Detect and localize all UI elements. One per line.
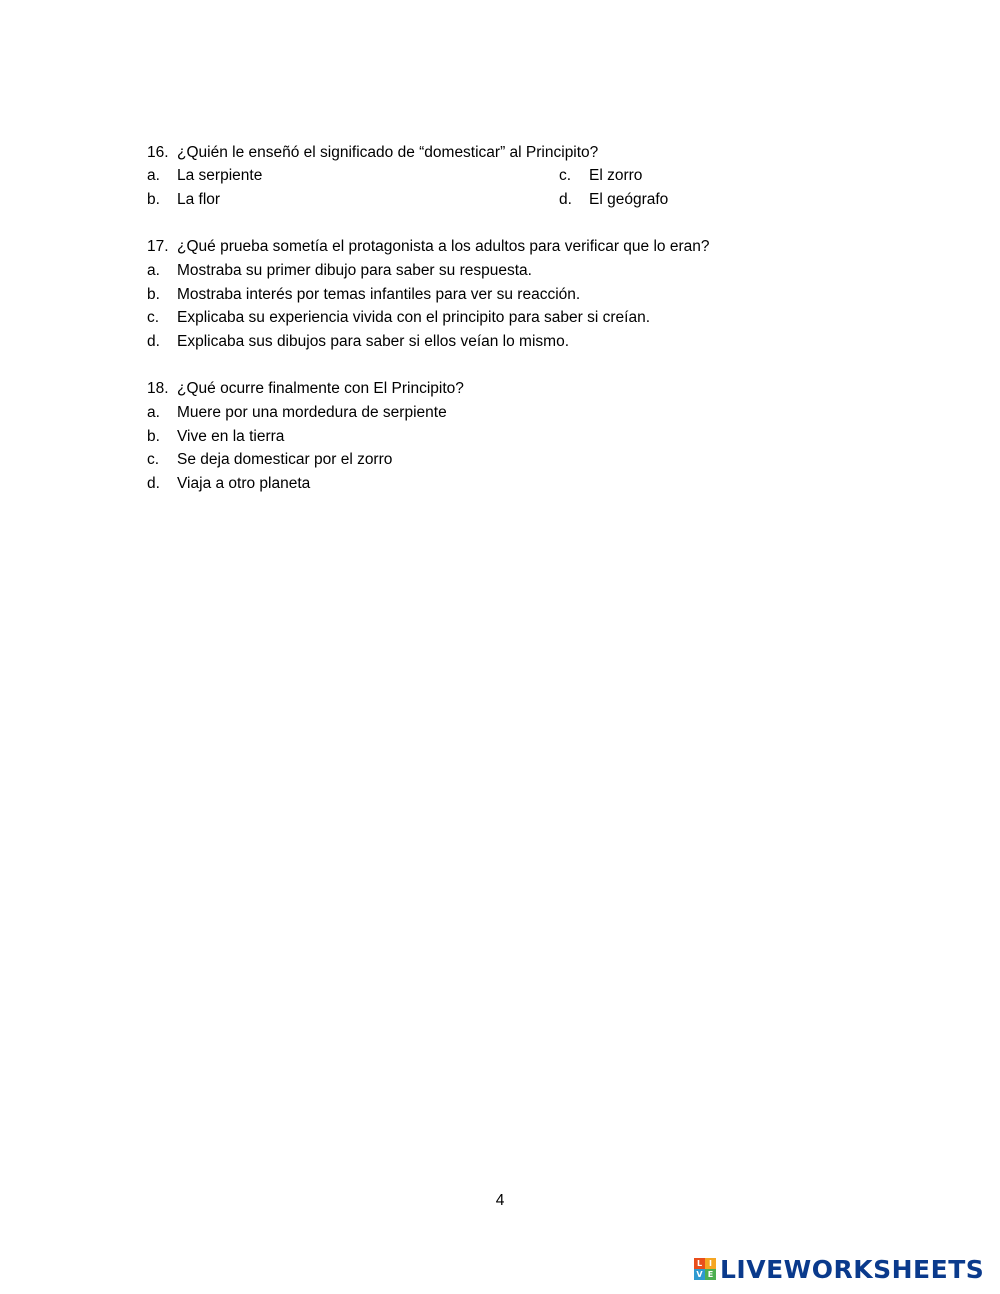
option-text: Explicaba su experiencia vivida con el principito para saber si creían. xyxy=(177,309,650,326)
question-number: 17. xyxy=(147,238,169,255)
option-text: La flor xyxy=(177,191,221,208)
option-letter: b. xyxy=(147,428,160,445)
question-text: ¿Quién le enseñó el significado de “domesticar” al Principito? xyxy=(177,144,599,161)
option-text: La serpiente xyxy=(177,167,263,184)
option-text: Mostraba su primer dibujo para saber su respuesta. xyxy=(177,262,532,279)
option-letter: d. xyxy=(559,191,572,208)
option-letter: b. xyxy=(147,191,160,208)
option-text: Muere por una mordedura de serpiente xyxy=(177,404,447,421)
option-letter: c. xyxy=(147,309,160,326)
question-text: ¿Qué ocurre finalmente con El Principito? xyxy=(177,380,464,397)
logo-mark-letter: I xyxy=(705,1258,716,1269)
option-text: El geógrafo xyxy=(589,191,669,208)
option-text: Viaja a otro planeta xyxy=(177,475,311,492)
question-text: ¿Qué prueba sometía el protagonista a los adultos para verificar que lo eran? xyxy=(177,238,710,255)
logo-mark-letter: V xyxy=(694,1269,705,1280)
logo-mark-icon xyxy=(694,1258,716,1280)
option-text: El zorro xyxy=(589,167,643,184)
option-letter: d. xyxy=(147,333,160,350)
option-letter: c. xyxy=(147,451,160,468)
logo-mark-letter: E xyxy=(705,1269,716,1280)
option-text: Explicaba sus dibujos para saber si ellos veían lo mismo. xyxy=(177,333,569,350)
question-number: 16. xyxy=(147,144,169,161)
option-letter: a. xyxy=(147,262,160,279)
option-text: Se deja domesticar por el zorro xyxy=(177,451,393,468)
liveworksheets-logo xyxy=(694,1255,984,1283)
option-text: Mostraba interés por temas infantiles para ver su reacción. xyxy=(177,286,581,303)
option-letter: d. xyxy=(147,475,160,492)
option-letter: b. xyxy=(147,286,160,303)
logo-text: LIVEWORKSHEETS xyxy=(720,1254,985,1284)
option-letter: c. xyxy=(559,167,572,184)
option-letter: a. xyxy=(147,167,160,184)
option-letter: a. xyxy=(147,404,160,421)
logo-mark-letter: L xyxy=(694,1258,705,1269)
option-text: Vive en la tierra xyxy=(177,428,285,445)
question-number: 18. xyxy=(147,380,169,397)
page-number: 4 xyxy=(495,1192,505,1209)
